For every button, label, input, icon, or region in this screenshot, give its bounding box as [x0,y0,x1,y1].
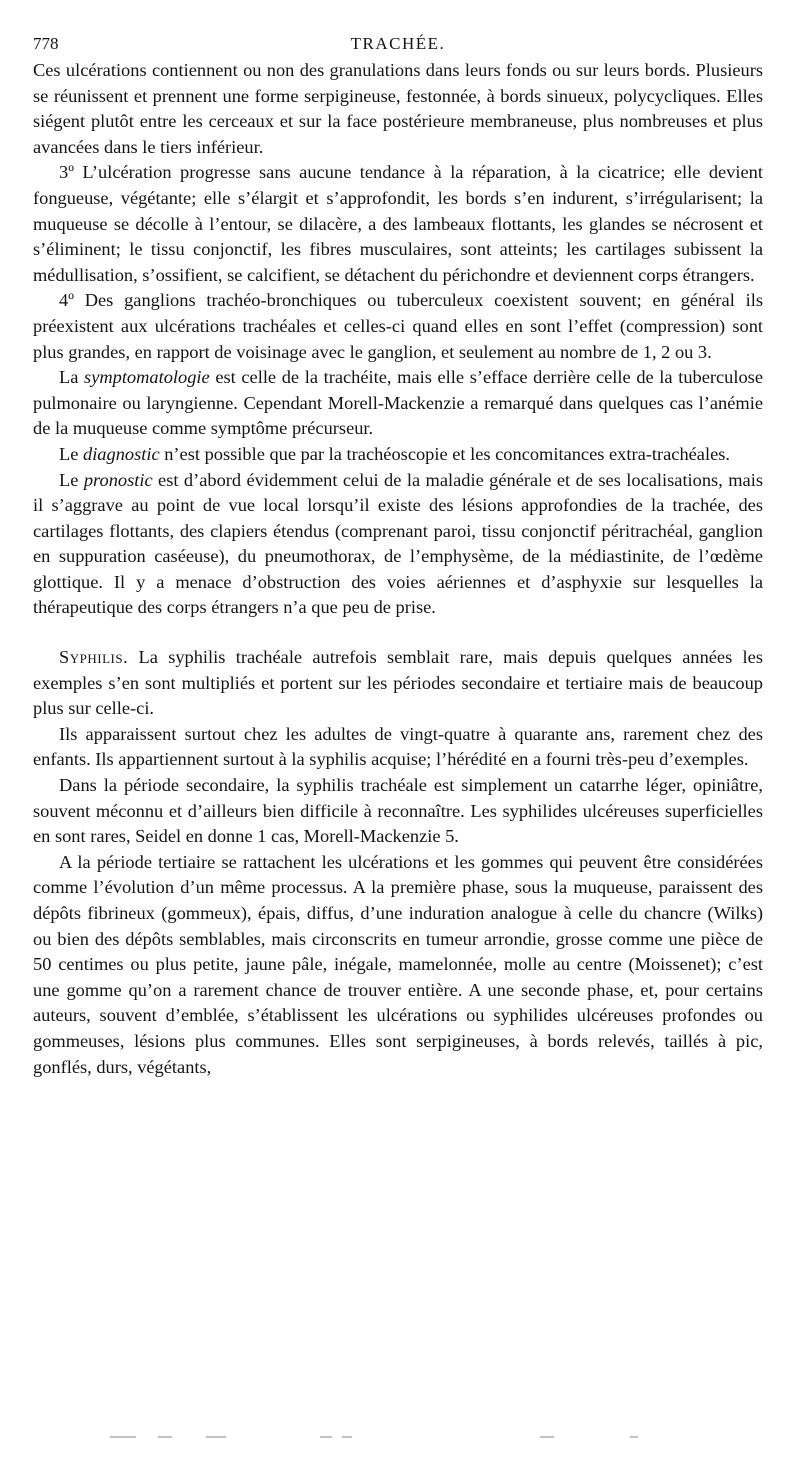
italic-term: diagnostic [83,443,160,464]
page-number: 778 [33,34,59,53]
body-text [33,58,763,1080]
page-header [33,30,763,58]
italic-term: symptomatologie [84,367,210,388]
running-title: TRACHÉE. [350,34,446,53]
section-heading: Syphilis. [59,647,129,668]
footer-scan-marks [110,1436,650,1440]
paragraph: Ils apparaissent surtout chez les adultes de vingt-quatre à quarante ans, rarement chez des enfants. Ils appartiennent surtout à la syphilis acquise; l’hérédité en a fourni très-peu d’exemples. [33,723,763,770]
paragraph: A la période tertiaire se rattachent les ulcérations et les gommes qui peuvent être considérées comme l’évolution d’un même processus. A la première phase, sous la muqueuse, paraissent des dépôts fibrineux (gommeux), épais, diffus, d’une induration analogue à celle du chancre (Wilks) ou bien des dépôts semblables, mais circonscrits en tumeur arrondie, grosse comme une pièce de 50 centimes ou plus petite, jaune pâle, inégale, mamelonnée, molle au centre (Moissenet); c’est une gomme qu’on a rarement chance de trouver entière. A une seconde phase, et, pour certains auteurs, souvent d’emblée, s’établissent les ulcérations ou syphilides ulcéreuses profondes ou gommeuses, lésions plus communes. Elles sont serpigineuses, à bords relevés, taillés à pic, gonflés, durs, végétants, [33,851,763,1077]
paragraph: La symptomatologie est celle de la trachéite, mais elle s’efface derrière celle de la tuberculose pulmonaire ou laryngienne. Cependant Morell-Mackenzie a remarqué dans quelques cas l’anémie de la muqueuse comme symptôme précurseur. [33,367,763,439]
document-page [33,30,763,1080]
italic-term: pronostic [83,469,153,490]
paragraph: 4º Des ganglions trachéo-bronchiques ou tuberculeux coexistent souvent; en général ils préexistent aux ulcérations trachéales et celles-ci quand elles en sont l’effet (compression) sont plus grandes, en rapport de voisinage avec le ganglion, et seulement au nombre de 1, 2 ou 3. [33,290,763,362]
paragraph: 3º L’ulcération progresse sans aucune tendance à la réparation, à la cicatrice; elle devient fongueuse, végétante; elle s’élargit et s’approfondit, les bords s’en indurent, s’irrégularisent; la muqueuse se décolle à l’entour, se dilacère, a des lambeaux flottants, les glandes se nécrosent et s’éliminent; le tissu conjonctif, les fibres musculaires, sont atteints; les cartilages subissent la médullisation, s’ossifient, se calcifient, se détachent du périchondre et deviennent corps étrangers. [33,162,763,285]
paragraph: Ces ulcérations contiennent ou non des granulations dans leurs fonds ou sur leurs bords. Plusieurs se réunissent et prennent une forme serpigineuse, festonnée, à bords sinueux, polycycliques. Elles siégent plutôt entre les cerceaux et sur la face postérieure membraneuse, plus nombreuses et plus avancées dans le tiers inférieur. [33,60,763,157]
paragraph: Dans la période secondaire, la syphilis trachéale est simplement un catarrhe léger, opiniâtre, souvent méconnu et d’ailleurs bien difficile à reconnaître. Les syphilides ulcéreuses superficielles en sont rares, Seidel en donne 1 cas, Morell-Mackenzie 5. [33,775,763,847]
paragraph: Syphilis. La syphilis trachéale autrefois semblait rare, mais depuis quelques années les exemples s’en sont multipliés et portent sur les périodes secondaire et tertiaire mais de beaucoup plus sur celle-ci. [33,647,763,719]
paragraph: Le pronostic est d’abord évidemment celui de la maladie générale et de ses localisations, mais il s’aggrave au point de vue local lorsqu’il existe des lésions approfondies de la trachée, des cartilages flottants, des clapiers étendus (comprenant paroi, tissu conjonctif péritrachéal, ganglion en suppuration caséeuse), du pneumothorax, de l’emphysème, de la médiastinite, de l’œdème glottique. Il y a menace d’obstruction des voies aériennes et d’asphyxie sur lesquelles la thérapeutique des corps étrangers n’a que peu de prise. [33,469,763,618]
section-gap [33,621,763,645]
paragraph: Le diagnostic n’est possible que par la trachéoscopie et les concomitances extra-trachéales. [59,443,730,464]
